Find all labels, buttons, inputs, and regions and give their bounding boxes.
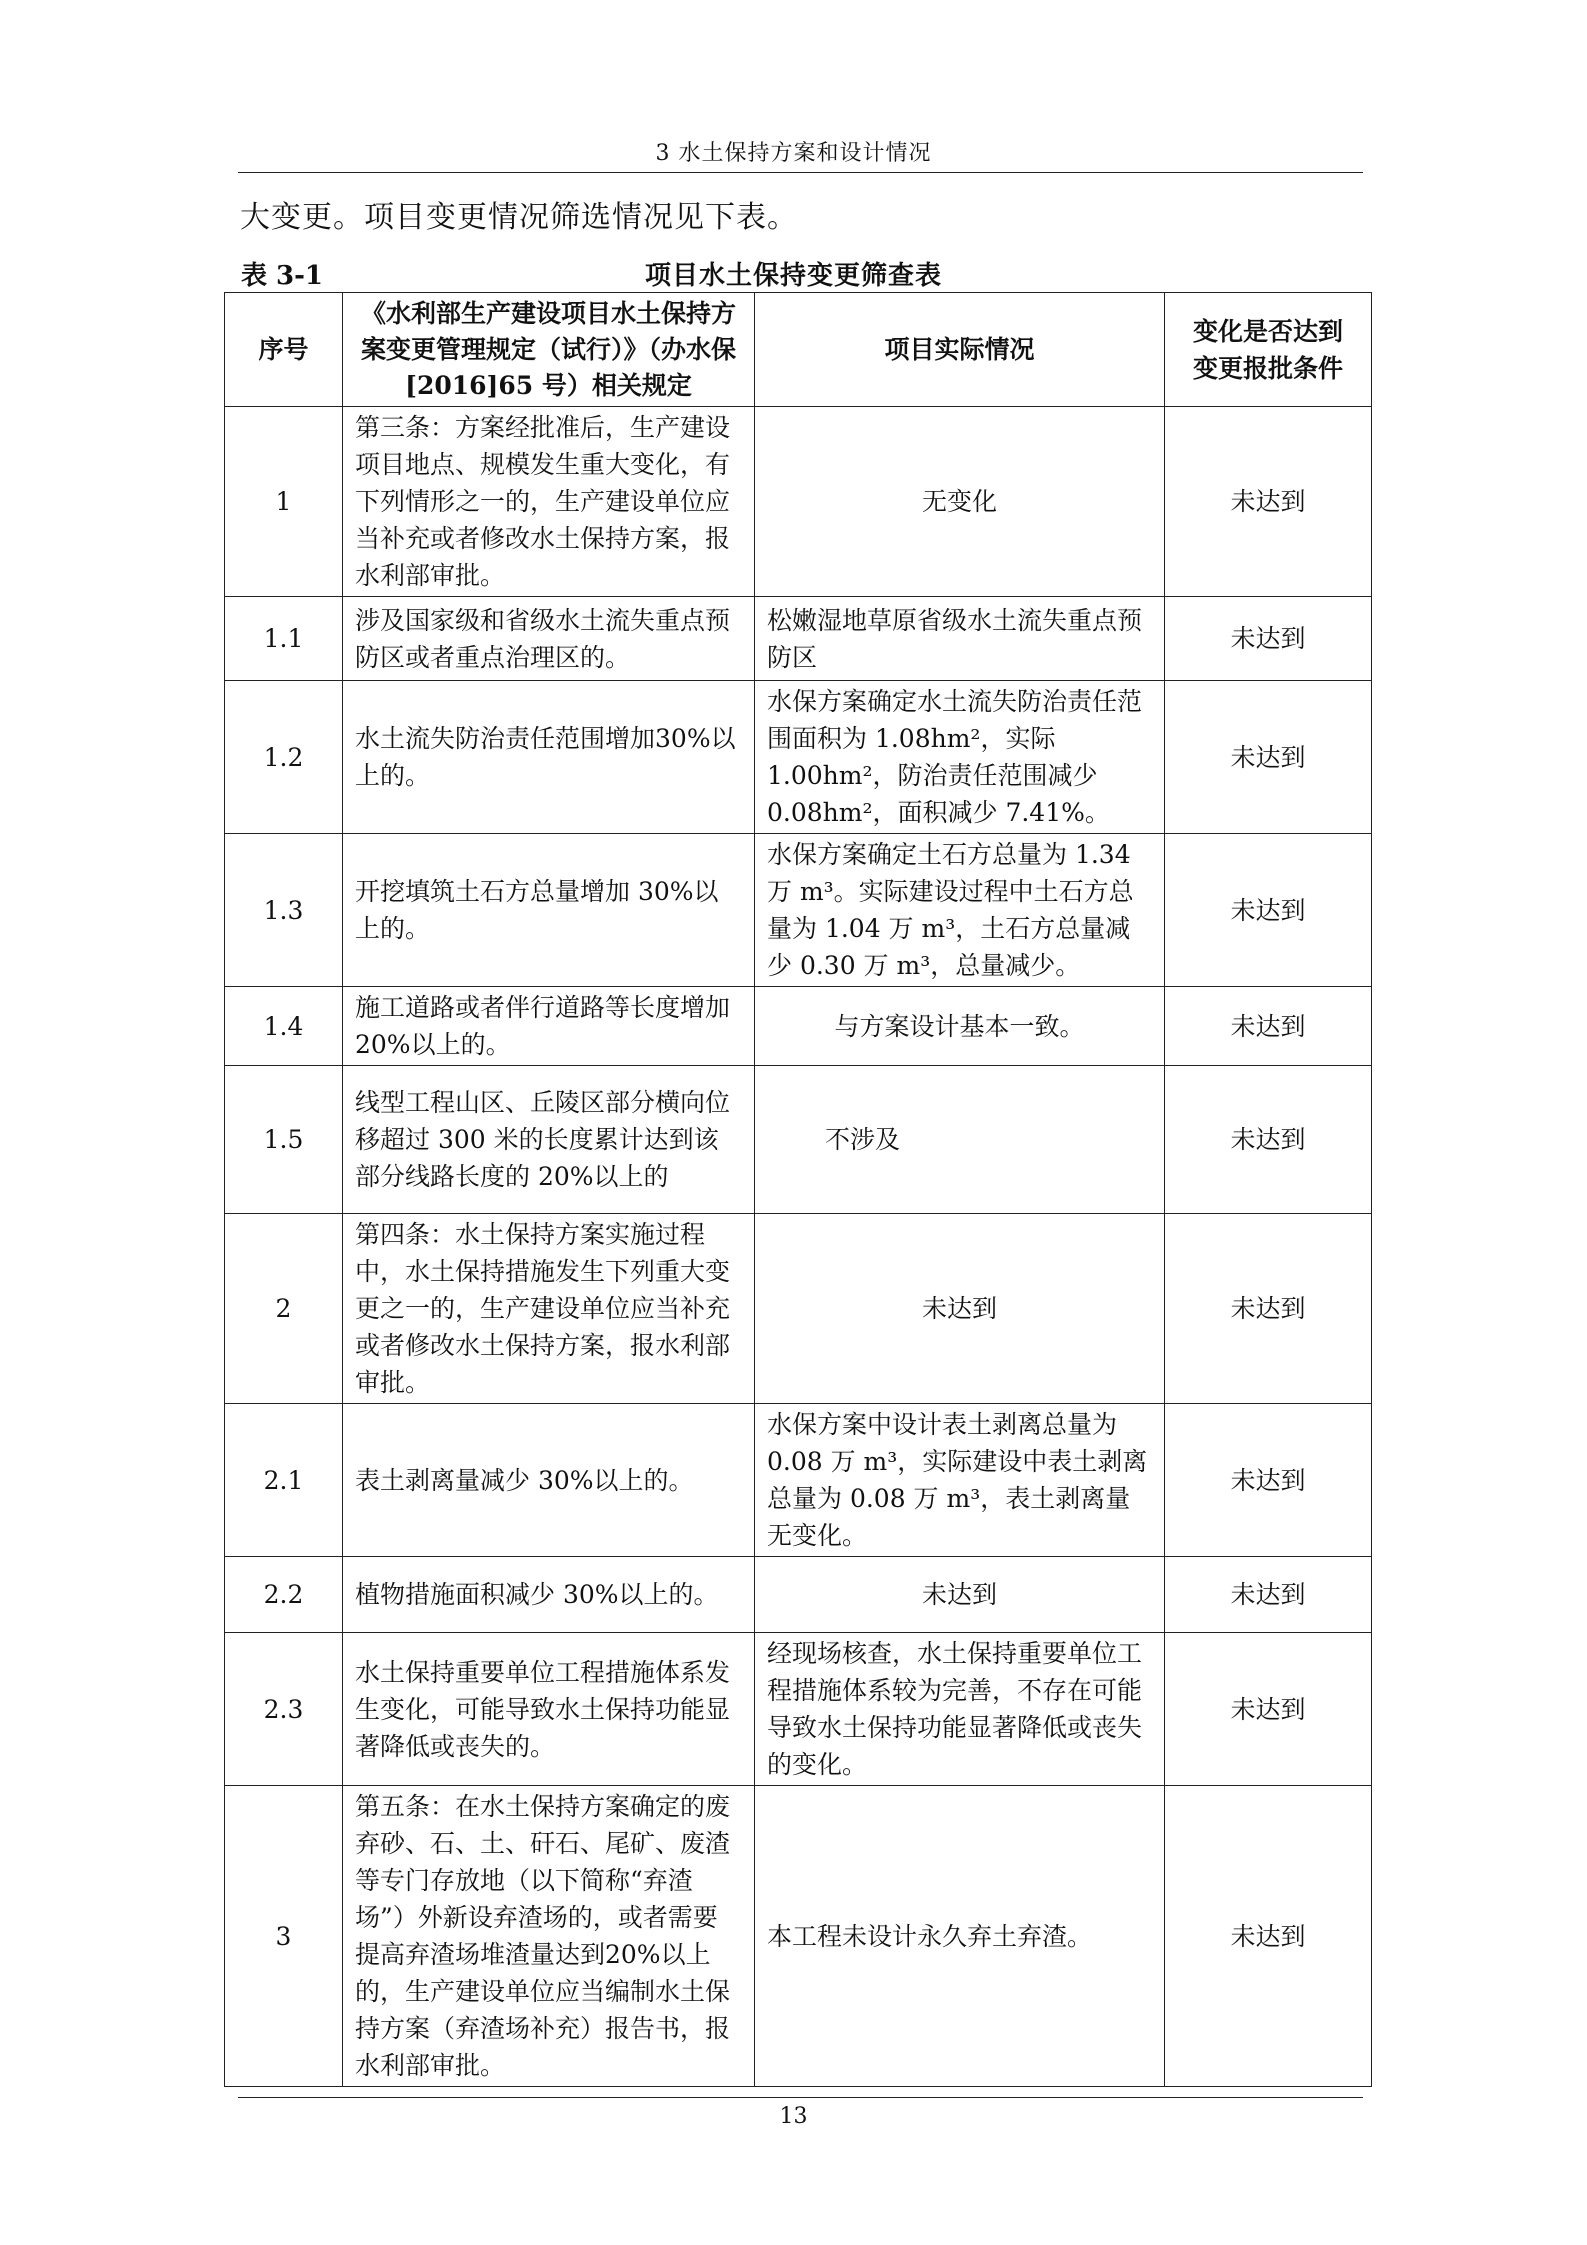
- row-no: 1: [225, 407, 343, 597]
- row-rule: 水土保持重要单位工程措施体系发生变化，可能导致水土保持功能显著降低或丧失的。: [343, 1633, 755, 1786]
- table-row: [225, 681, 1372, 834]
- header-result: 变化是否达到变更报批条件: [1165, 293, 1372, 407]
- row-rule: 表土剥离量减少 30%以上的。: [343, 1404, 755, 1557]
- table-row: [225, 1786, 1372, 2087]
- row-actual: 经现场核查，水土保持重要单位工程措施体系较为完善，不存在可能导致水土保持功能显著降低或丧失的变化。: [755, 1633, 1165, 1786]
- row-actual: 水保方案中设计表土剥离总量为 0.08 万 m³，实际建设中表土剥离总量为 0.08 万 m³，表土剥离量无变化。: [755, 1404, 1165, 1557]
- table-row: [225, 1404, 1372, 1557]
- row-no: 2.1: [225, 1404, 343, 1557]
- table-row: [225, 1066, 1372, 1214]
- row-actual: 水保方案确定水土流失防治责任范围面积为 1.08hm²，实际 1.00hm²，防治责任范围减少 0.08hm²，面积减少 7.41%。: [755, 681, 1165, 834]
- row-result: 未达到: [1165, 1633, 1372, 1786]
- row-rule: 水土流失防治责任范围增加30%以上的。: [343, 681, 755, 834]
- row-no: 2.3: [225, 1633, 343, 1786]
- running-header: 3 水土保持方案和设计情况: [655, 141, 932, 166]
- row-rule: 植物措施面积减少 30%以上的。: [343, 1557, 755, 1633]
- row-actual: 未达到: [755, 1557, 1165, 1633]
- header-no: 序号: [225, 293, 343, 407]
- row-result: 未达到: [1165, 1404, 1372, 1557]
- table-row: [225, 1557, 1372, 1633]
- page-number: 13: [779, 2104, 808, 2129]
- row-rule: 开挖填筑土石方总量增加 30%以上的。: [343, 834, 755, 987]
- row-rule: 涉及国家级和省级水土流失重点预防区或者重点治理区的。: [343, 597, 755, 681]
- table-caption-title: 项目水土保持变更筛查表: [644, 261, 942, 291]
- row-no: 2: [225, 1214, 343, 1404]
- table-row: [225, 407, 1372, 597]
- row-rule: 第四条：水土保持方案实施过程中，水土保持措施发生下列重大变更之一的，生产建设单位应当补充或者修改水土保持方案，报水利部审批。: [343, 1214, 755, 1404]
- row-no: 1.3: [225, 834, 343, 987]
- row-rule: 线型工程山区、丘陵区部分横向位移超过 300 米的长度累计达到该部分线路长度的 20%以上的: [343, 1066, 755, 1214]
- row-result: 未达到: [1165, 1786, 1372, 2087]
- row-result: 未达到: [1165, 1066, 1372, 1214]
- table-row: [225, 597, 1372, 681]
- row-actual: 与方案设计基本一致。: [755, 987, 1165, 1066]
- row-actual: 松嫩湿地草原省级水土流失重点预防区: [755, 597, 1165, 681]
- row-actual: 水保方案确定土石方总量为 1.34 万 m³。实际建设过程中土石方总量为 1.04 万 m³，土石方总量减少 0.30 万 m³，总量减少。: [755, 834, 1165, 987]
- row-rule: 第五条：在水土保持方案确定的废弃砂、石、土、矸石、尾矿、废渣等专门存放地（以下简称“弃渣场”）外新设弃渣场的，或者需要提高弃渣场堆渣量达到20%以上的，生产建设单位应当编制水土保持方案（弃渣场补充）报告书，报水利部审批。: [343, 1786, 755, 2087]
- header-rule: [238, 172, 1363, 173]
- row-actual: 无变化: [755, 407, 1165, 597]
- header-rule: 《水利部生产建设项目水土保持方案变更管理规定（试行）》（办水保[2016]65 号）相关规定: [343, 293, 755, 407]
- table-row: [225, 1633, 1372, 1786]
- table-caption-number: 表 3-1: [241, 261, 324, 291]
- table-row: [225, 1214, 1372, 1404]
- row-actual: 本工程未设计永久弃土弃渣。: [755, 1786, 1165, 2087]
- row-rule: 第三条：方案经批准后，生产建设项目地点、规模发生重大变化，有下列情形之一的，生产建设单位应当补充或者修改水土保持方案，报水利部审批。: [343, 407, 755, 597]
- footer-rule: [238, 2097, 1363, 2098]
- row-result: 未达到: [1165, 681, 1372, 834]
- row-result: 未达到: [1165, 597, 1372, 681]
- row-no: 2.2: [225, 1557, 343, 1633]
- row-result: 未达到: [1165, 407, 1372, 597]
- row-result: 未达到: [1165, 834, 1372, 987]
- row-no: 1.2: [225, 681, 343, 834]
- table-row: [225, 987, 1372, 1066]
- row-no: 1.1: [225, 597, 343, 681]
- table-row: [225, 834, 1372, 987]
- row-result: 未达到: [1165, 1214, 1372, 1404]
- lead-paragraph: 大变更。项目变更情况筛选情况见下表。: [240, 200, 798, 235]
- row-no: 1.4: [225, 987, 343, 1066]
- row-result: 未达到: [1165, 1557, 1372, 1633]
- row-rule: 施工道路或者伴行道路等长度增加 20%以上的。: [343, 987, 755, 1066]
- row-actual: 未达到: [755, 1214, 1165, 1404]
- row-no: 3: [225, 1786, 343, 2087]
- row-result: 未达到: [1165, 987, 1372, 1066]
- table-header-row: [225, 293, 1372, 407]
- row-no: 1.5: [225, 1066, 343, 1214]
- row-actual: 不涉及: [755, 1066, 1165, 1214]
- header-actual: 项目实际情况: [755, 293, 1165, 407]
- change-screening-table: [224, 292, 1372, 2087]
